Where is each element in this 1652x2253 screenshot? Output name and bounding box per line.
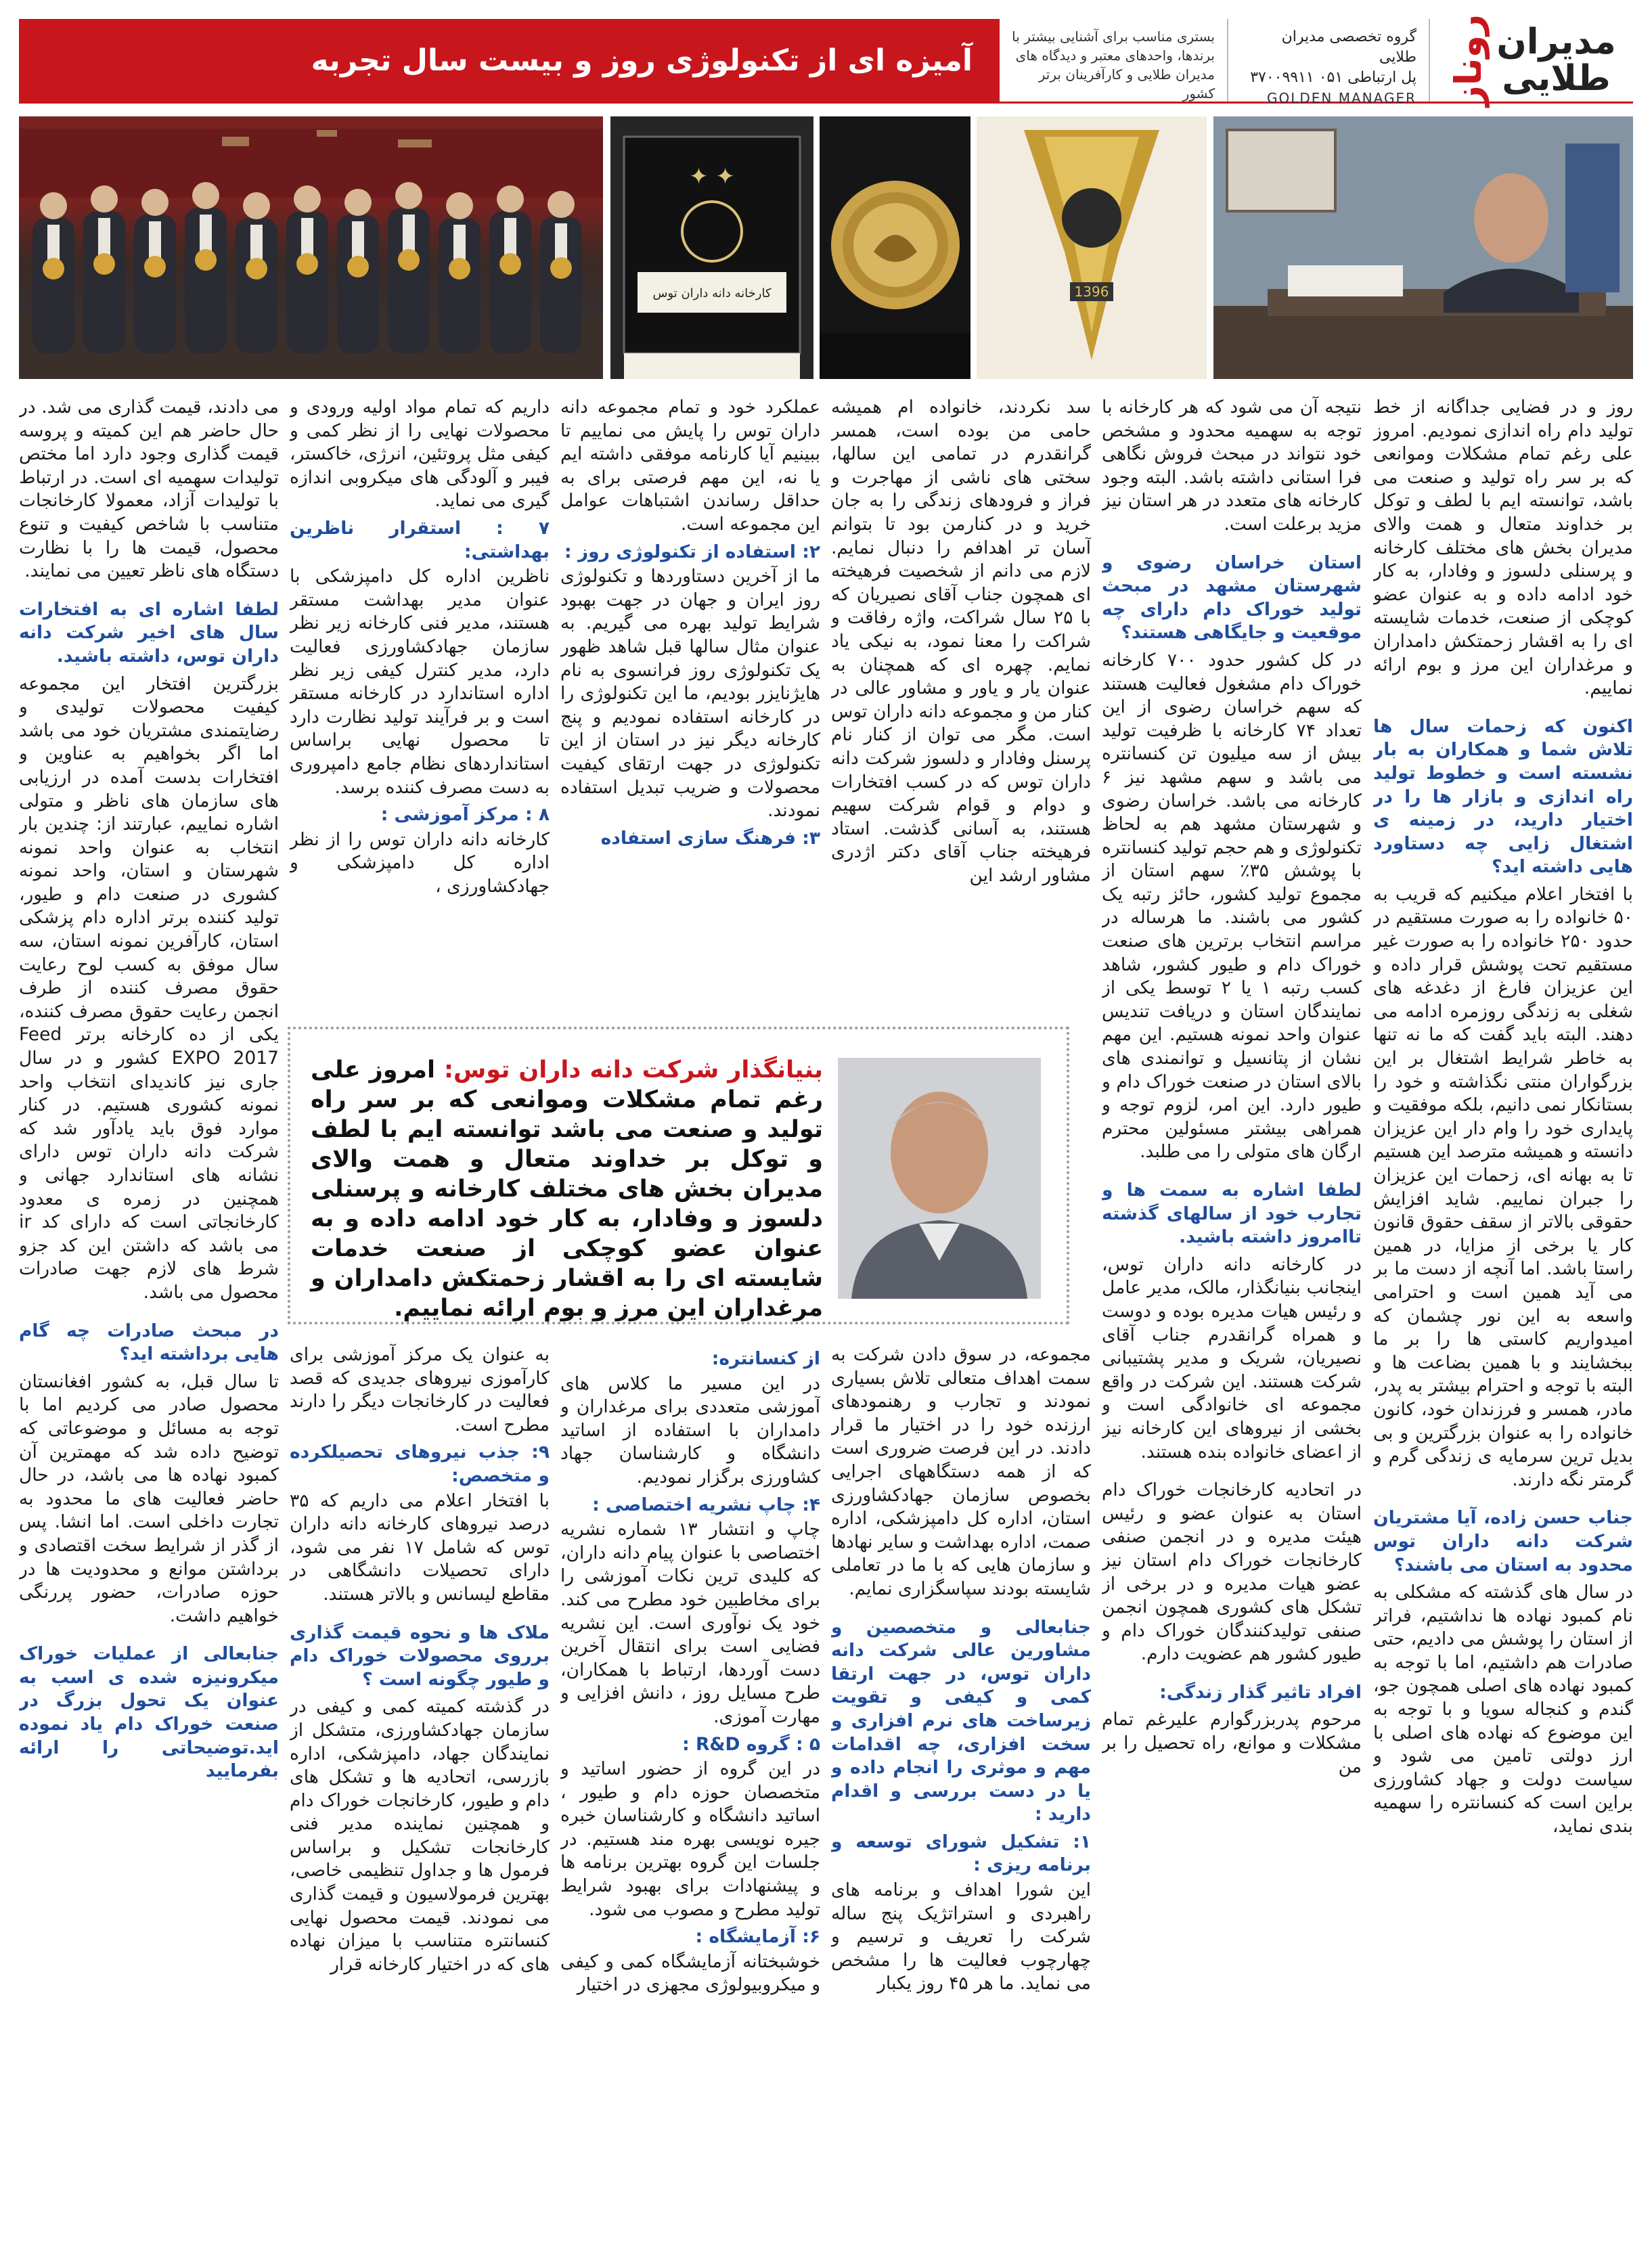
tagline-line-1: بستری مناسب برای آشنایی بیشتر با bbox=[1012, 28, 1215, 45]
col2-question: لطفا اشاره به سمت ها و تجارب خود از سالهای گذشته تاامروز داشته باشید. bbox=[1102, 1180, 1362, 1248]
column-4-bottom bbox=[560, 1343, 820, 2240]
col6-answer-part-1: بزرگترین افتخار این مجموعه کیفیت محصولات تولیدی و رضایتمندی مشتریان خود می باشد اما اگر بخواهیم به عناوین و افتخارات بدست آمده در ارزیابی های سازمان های ناظر و متولی اشاره نماییم، عبارتند از: چندین بار انتخاب به عنوان واحد نمونه شهرستان و استان، واحد نمونه کشوری در صنعت دام و طیور، تولید کننده برتر اداره دام پزشکی استان، کارآفرین نمونه استان، سه سال موفق به کسب لوح رعایت حقوق مصرف کننده از طرف انجمن رعایت حقوق مصرف کننده، یکی از ده کارخانه برتر bbox=[19, 673, 279, 1046]
col4-paragraph: چاپ و انتشار ۱۳ شماره نشریه اختصاصی با عنوان پیام دانه داران، که کلیدی ترین نکات آموزشی را برای مخاطبین خود مطرح می کند. خود یک نوآوری است. این نشریه فضایی است برای انتقال آخرین دست آوردها، ارتباط با همکاران، طرح مسایل روز ، دانش افزایی و مهارت آموزی. bbox=[560, 1519, 820, 1727]
column-5-bottom bbox=[290, 1343, 550, 2240]
col4-heading: از کنسانتره: bbox=[711, 1348, 820, 1369]
column-3-bottom bbox=[831, 1343, 1091, 2240]
pull-quote-body: امروز علی رغم تمام مشکلات وموانعی که بر سر راه تولید و صنعت می باشد توانسته ایم با لطف و توکل بر خداوند متعال و همت والای مدیران بخش های مختلف کارخانه و پرسنلی دلسوز و وفادار، به کار خود ادامه داده و به عنوان عضو کوچکی از صنعت خدمات شایسته ای را به اقشار زحمتکش دامداران و مرغداران این مرز و بوم ارائه نماییم. bbox=[311, 1056, 823, 1322]
col5-answer: در گذشته کمیته کمی و کیفی در سازمان جهادکشاورزی، متشکل از نمایندگان جهاد، دامپزشکی، اداره بازرسی، اتحادیه ها و تشکل های دام و طیور، کارخانجات خوراک دام و همچنین نماینده مدیر فنی کارخانجات تشکیل و براساس فرمول ها و جداول تنظیمی خاصی، بهترین فرمولاسیون و قیمت گذاری می نمودند. قیمت محصول نهایی کنسانتره متناسب با میزان نهاده های که در اختیار کارخانه قرار bbox=[290, 1696, 550, 1975]
col5-paragraph: داریم که تمام مواد اولیه ورودی و محصولات نهایی را از نظر کمی و کیفی مثل پروتئین، انرژی، خاکستر، فیبر و آلودگی های میکروبی اندازه گیری می نماید. bbox=[290, 397, 550, 512]
tagline bbox=[1000, 19, 1228, 102]
col1-paragraph: روز و در فضایی جداگانه از خط تولید دام راه اندازی نمودیم. امروز علی رغم تمام مشکلات وموانعی که بر سر راه تولید و صنعت می باشد، توانسته ایم با لطف و توکل بر خداوند متعال و همت والای مدیران بخش های مختلف کارخانه و پرسنلی دلسوز و وفادار، به کار خود ادامه داده و به عنوان عضو کوچکی از صنعت، خدمات شایسته ای را به اقشار زحمتکش دامداران و مرغداران این مرز و بوم ارائه نماییم. bbox=[1373, 397, 1633, 699]
col6-answer-part-3: می باشد که داشتن این کد جزو شرط های لازم جهت صادرات محصول می باشد. bbox=[19, 1234, 279, 1303]
ceremony-illustration bbox=[19, 116, 603, 379]
column-3-top bbox=[831, 396, 1091, 1012]
col3-paragraph: این شورا اهداف و برنامه های راهبردی و استراتژیک پنج ساله شرکت را تعریف و ترسیم و چهارچوب فعالیت ها را مشخص می نماید. ما هر ۴۵ روز یکبار bbox=[831, 1879, 1091, 1994]
col1-answer: در سال های گذشته که مشکلی به نام کمبود نهاده ها نداشتیم، فراتر از استان را پوشش می دادیم، حتی صادرات هم داشتیم، اما با توجه به کمبود نهاده های اصلی همچون جو، گندم و کنجاله سویا و با توجه به این موضوع که نهاده های اصلی با ارز دولتی تامین می شود و سیاست دولت و جهاد کشاورزی براین است که کنسانتره را سهمیه بندی نماید، bbox=[1373, 1582, 1633, 1837]
founder-portrait bbox=[838, 1058, 1041, 1299]
col2-answer: در کارخانه دانه داران توس، اینجانب بنیانگذار، مالک، مدیر عامل و رئیس هیات مدیره بوده و دوست و همراه گرانقدرم جناب آقای نصیریان، شریک و مدیر پشتیبانی شرکت هستند. این شرکت در واقع مجموعه ای خانوادگی است و بخشی از نیروهای این کارخانه نیز از اعضای خانواده بنده هستند. bbox=[1102, 1253, 1362, 1463]
plaque-photo bbox=[610, 116, 813, 379]
col2-paragraph: نتیجه آن می شود که هر کارخانه با توجه به سهمیه محدود و مشخص خود نتواند در مبحث فروش نگاهی فرا استانی داشته باشد. البته وجود کارخانه های متعدد در هر استان نیز مزید برعلت است. bbox=[1102, 397, 1362, 535]
column-4-top bbox=[560, 396, 820, 1012]
col5-heading: ۹: جذب نیروهای تحصیلکرده و متخصص: bbox=[290, 1442, 550, 1486]
brand-wordmark bbox=[1496, 24, 1615, 97]
brand-logo bbox=[1430, 14, 1633, 107]
col1-question: اکنون که زحمات سال ها تلاش شما و همکاران به بار نشسته است و خطوط تولید راه اندازی و بازار ها را در اختیار دارید، در زمینه ی اشتغال زایی چه دستاورد هایی داشته اید؟ bbox=[1373, 715, 1633, 878]
tagline-line-2: برندها، واحدهای معتبر و دیدگاه های bbox=[1015, 47, 1215, 64]
brand-english: GOLDEN MANAGER bbox=[1267, 90, 1416, 106]
col4-heading: ۳: فرهنگ سازی استفاده bbox=[600, 827, 820, 849]
col4-paragraph: خوشبختانه آزمایشگاه کمی و کیفی و میکروبیولوژی مجهزی در اختیار bbox=[560, 1950, 820, 1996]
col5-paragraph: با افتخار اعلام می داریم که ۳۵ درصد نیروهای کارخانه دانه داران توس که شامل ۱۷ نفر می شود، دارای تحصیلات دانشگاهی در مقاطع لیسانس و بالاتر هستند. bbox=[290, 1490, 550, 1605]
column-6 bbox=[19, 396, 279, 2240]
group-line: گروه تخصصی مدیران طلایی bbox=[1281, 28, 1416, 66]
ceremony-photo bbox=[19, 116, 603, 379]
col5-paragraph: ناظرین اداره کل دامپزشکی با عنوان مدیر بهداشت مستقر هستند، مدیر فنی کارخانه زیر نظر سازمان جهادکشاورزی فعالیت دارد، مدیر کنترل کیفی زیر نظر اداره استاندارد در کارخانه مستقر است و بر فرآیند تولید نظارت دارد تا محصول نهایی براساس استانداردهای نظام جامع دامپروری به دست مصرف کننده برسد. bbox=[290, 566, 550, 798]
col4-paragraph: در این گروه از حضور اساتید و متخصصان حوزه دام و طیور ، اساتید دانشگاه و کارشناسان خبره جیره نویسی بهره مند هستیم. در جلسات این گروه بهترین برنامه ها و پیشنهادات برای بهبود شرایط تولید مطرح و مصوب می شود. bbox=[560, 1758, 820, 1920]
col1-question: جناب حسن زاده، آیا مشتریان شرکت دانه داران توس محدود به استان می باشند؟ bbox=[1373, 1507, 1633, 1576]
col5-paragraph: کارخانه دانه داران توس را از نظر اداره کل دامپزشکی و جهادکشاورزی ، bbox=[290, 828, 550, 897]
column-5-top bbox=[290, 396, 550, 1012]
trophy-year: 1396 bbox=[1074, 284, 1109, 300]
col3-question: جنابعالی و متخصصین و مشاورین عالی شرکت دانه داران توس، در جهت ارتقا کمی و کیفی و تقویت زیرساخت های نرم افزاری و سخت افزاری، چه اقدامات مهم و موثری را انجام داده و یا در دست بررسی و اقدام دارید : bbox=[831, 1616, 1091, 1825]
col3-heading: ۱: تشکیل شورای توسعه و برنامه ریزی : bbox=[831, 1831, 1091, 1876]
col5-heading: ۸ : مرکز آموزشی : bbox=[380, 804, 550, 826]
medal-illustration bbox=[820, 116, 970, 379]
column-2 bbox=[1102, 396, 1362, 2240]
col5-heading: ۷ : استقرار ناظرین بهداشتی: bbox=[290, 517, 550, 562]
col5-question: ملاک ها و نحوه قیمت گذاری برروی محصولات خوراک دام و طیور چگونه است ؟ bbox=[290, 1622, 550, 1690]
col6-answer bbox=[19, 673, 279, 1305]
col2-answer: در کل کشور حدود ۷۰۰ کارخانه خوراک دام مشغول فعالیت هستند که سهم خراسان رضوی از این تعداد ۷۴ کارخانه با ظرفیت تولید بیش از سه میلیون تن کنسانتره می باشد و سهم مشهد نیز ۶ کارخانه می باشد. خراسان رضوی و شهرستان مشهد هم به لحاظ تکنولوژی و هم حجم تولید کنسانتره با پوشش ۳۵٪ سهم استان از مجموع تولید کشور، حائز رتبه یک کشور می باشند. ما هرساله در مراسم انتخاب برترین های صنعت خوراک دام و طیور کشور، شاهد کسب رتبه ۱ یا ۲ توسط یکی از نمایندگان استان و دریافت تندیس عنوان واحد نمونه هستیم. این مهم نشان از پتانسیل و توانمندی های بالای استان در صنعت خوراک دام و طیور دارد. این امر، لزوم توجه و همراهی بیشتر مسئولین محترم ارگان های متولی را می طلبد. bbox=[1102, 649, 1362, 1163]
feed-expo-label: Feed EXPO 2017 bbox=[19, 1024, 279, 1069]
founder-portrait-illustration bbox=[838, 1058, 1041, 1299]
plaque-caption: کارخانه دانه داران توس bbox=[652, 286, 772, 300]
col6-question: در مبحث صادرات چه گام هایی برداشته اید؟ bbox=[19, 1320, 279, 1365]
col4-heading: ۶: آزمایشگاه : bbox=[695, 1926, 820, 1948]
col6-question: لطفا اشاره ای به افتخارات سال های اخیر شرکت دانه داران توس، داشته باشید. bbox=[19, 598, 279, 667]
plaque-illustration bbox=[610, 116, 813, 379]
pull-quote-text bbox=[311, 1055, 823, 1323]
article-title-bar bbox=[19, 19, 1000, 102]
col6-answer: تا سال قبل، به کشور افغانستان محصول صادر می کردیم اما با توجه به مسائل و موضوعاتی که توضیح داده شد که مهمترین آن کمبود نهاده ها می باشد، در حال حاضر فعالیت های ما محدود به تجارت داخلی است. اما انشا. پس از گذر از شرایط سخت اقتصادی و برداشتن موانع و محدودیت ها در حوزه صادرات، حضور پررنگی خواهیم داشت. bbox=[19, 1370, 279, 1626]
col4-paragraph: عملکرد خود و تمام مجموعه دانه داران توس را پایش می نماییم تا ببینیم آیا کارنامه موفقی داشته ایم یا نه، این مهم فرصتی برای به حداقل رساندن اشتباهات عوامل این مجموعه است. bbox=[560, 397, 820, 535]
office-illustration bbox=[1213, 116, 1633, 379]
col6-answer-part-2: کشور و در سال جاری نیز کاندیدای انتخاب واحد نمونه کشوری هستیم. در کنار موارد فوق باید یادآور شد که شرکت دانه داران توس دارای نشانه های استاندارد جهانی و همچنین در زمره ی معدود کارخانجاتی است که دارای کد bbox=[19, 1048, 279, 1233]
col3-paragraph: سد نکردند، خانواده ام همیشه حامی من بوده است، همسر گرانقدرم در تمامی این سالها، سختی های ناشی از مهاجرت و فراز و فرودهای زندگی را به جان خرید و در کنارمن بود تا بتوانم آسان تر اهدافم را دنبال نمایم. لازم می دانم از شخصیت فرهیخته ای همچون جناب آقای نصیریان که با ۲۵ سال شراکت، واژه رفاقت و شراکت را معنا نمود، به نیکی یاد نمایم. چهره ای که همچنان به عنوان یار و یاور و مشاور عالی در کنار من و مجموعه دانه داران توس است. مگر می توان از کنار نام پرسنل وفادار و دلسوز شرکت دانه داران توس که در کسب افتخارات و دوام و قوام شرکت سهیم هستند، به آسانی گذشت. استاد فرهیخته جناب آقای دکتر اژدری مشاور ارشد این bbox=[831, 397, 1091, 886]
column-1 bbox=[1373, 396, 1633, 2240]
col1-answer: با افتخار اعلام میکنیم که قریب به ۵۰ خانواده را به صورت مستقیم در حدود ۲۵۰ خانواده را به صورت غیر مستقیم تحت پوشش قرار داده و این عزیزان فارغ از دغدغه های شغلی به زندگی روزمره ادامه می دهند. البته باید گفت که ما نه تنها به خاطر شرایط اشتغال بر این بزرگواران منتی نگذاشته و خود را بستانکار نمی دانیم، بلکه موفقیت و پایداری خود را وام دار این عزیزان دانسته و همیشه مترصد این هستیم تا به بهانه ای، زحمات این عزیزان را جبران نماییم. شاید افزایش حقوقی بالاتر از سقف حقوق قانون کار یا برخی از مزایا، در همین راستا باشد. اما آنچه از دست ما بر می آید همین است و احترامی واسعه به این نور چشمان که امیدواریم کاستی ها را بر ما ببخشایند و با همین بضاعت ها و البته با توجه و احترام بیشتر به پدر، مادر، همسر و فرزندان خود، کانون خانواده را به عنوان بزرگترین و بی بدیل ترین سرمایه ی زندگی گرم و گرمتر نگه دارند. bbox=[1373, 883, 1633, 1490]
col4-paragraph: در این مسیر ما کلاس های آموزشی متعددی برای مرغداران و دامداران با استفاده از اساتید دانشگاه و کارشناسان جهاد کشاورزی برگزار نمودیم. bbox=[560, 1373, 820, 1488]
trophy-photo bbox=[977, 116, 1207, 379]
col2-question: استان خراسان رضوی و شهرستان مشهد در مبحث تولید خوراک دام دارای چه موقعیت و جایگاهی هستند؟ bbox=[1102, 552, 1362, 644]
brand-word-1: مدیران bbox=[1496, 22, 1616, 62]
pull-quote-box bbox=[288, 1027, 1069, 1324]
svg-text:✦ ✦: ✦ ✦ bbox=[689, 163, 735, 190]
office-photo bbox=[1213, 116, 1633, 379]
phone-line: پل ارتباطی ۰۵۱ ۳۷۰۰۹۹۱۱ bbox=[1250, 69, 1416, 86]
trophy-illustration bbox=[977, 116, 1207, 379]
col4-heading: ۴: چاپ نشریه اختصاصی : bbox=[592, 1494, 820, 1515]
brand-side-mark: روناز bbox=[1447, 14, 1490, 107]
col2-answer: مرحوم پدربزرگوارم علیرغم تمام مشکلات و موانع، راه تحصیل را بر من bbox=[1102, 1709, 1362, 1777]
group-info bbox=[1228, 19, 1430, 106]
col6-question: جنابعالی از عملیات خوراک میکرونیزه شده ی اسب به عنوان یک تحول بزرگ در صنعت خوراک دام یاد نموده اید.توضیحاتی را ارائه بفرمایید bbox=[19, 1643, 279, 1782]
col4-heading: ۲: استفاده از تکنولوژی روز : bbox=[564, 541, 820, 562]
col5-paragraph: به عنوان یک مرکز آموزشی برای کارآموزی نیروهای جدیدی که قصد فعالیت در کارخانجات دیگر را دارند مطرح است. bbox=[290, 1344, 550, 1435]
col2-paragraph: در اتحادیه کارخانجات خوراک دام استان به عنوان عضو و رئیس هیئت مدیره و در انجمن صنفی کارخانجات خوراک دام استان نیز عضو هیات مدیره و در برخی از تشکل های کشوری همچون انجمن صنفی تولیدکنندگان خوراک دام و طیور کشور هم عضویت دارم. bbox=[1102, 1479, 1362, 1665]
brand-word-2: طلایی bbox=[1502, 58, 1611, 99]
ir-code: ir bbox=[19, 1211, 32, 1233]
col6-paragraph: می دادند، قیمت گذاری می شد. در حال حاضر هم این کمیته و پروسه قیمت گذاری وجود دارد اما مختص تولیدات سهمیه ای است. در ارتباط با تولیدات آزاد، معمولا کارخانجات متناسب با شاخص کیفیت و تنوع محصول، قیمت ها را با نظارت دستگاه های ناظر تعیین می نمایند. bbox=[19, 397, 279, 582]
page-header bbox=[19, 14, 1633, 107]
col2-question: افراد تاثیر گذار زندگی: bbox=[1159, 1681, 1362, 1703]
col4-paragraph: ما از آخرین دستاوردها و تکنولوژی روز ایران و جهان در جهت بهبود شرایط تولید بهره می گیریم. به عنوان مثال سالها قبل شاهد ظهور یک تکنولوژی روز فرانسوی به نام هایژنایزر بودیم، ما این تکنولوژی را در کارخانه استفاده نمودیم و پنج کارخانه دیگر نیز در استان از این تکنولوژی در جهت ارتقای کیفیت محصولات و ضریب تبدیل استفاده نمودند. bbox=[560, 566, 820, 822]
article-title: آمیزه ای از تکنولوژی روز و بیست سال تجربه bbox=[311, 43, 973, 78]
medal-photo bbox=[820, 116, 970, 379]
col3-paragraph: مجموعه، در سوق دادن شرکت به سمت اهداف متعالی تلاش بسیاری نمودند و تجارب و رهنمودهای ارزنده خود را در اختیار ما قرار دادند. در این فرصت ضروری است که از همه دستگاههای اجرایی بخصوص سازمان جهادکشاورزی استان، اداره کل دامپزشکی، اداره صمت، اداره بهداشت و سایر نهادها و سازمان هایی که با ما در تعاملی شایسته بودند سپاسگزاری نمایم. bbox=[831, 1344, 1091, 1599]
pull-quote-attribution: بنیانگذار شرکت دانه داران توس: bbox=[443, 1056, 824, 1084]
tagline-line-3: مدیران طلایی و کارآفرینان برتر کشور bbox=[1038, 66, 1215, 102]
col4-heading: ۵ : گروه R&D : bbox=[682, 1733, 820, 1755]
